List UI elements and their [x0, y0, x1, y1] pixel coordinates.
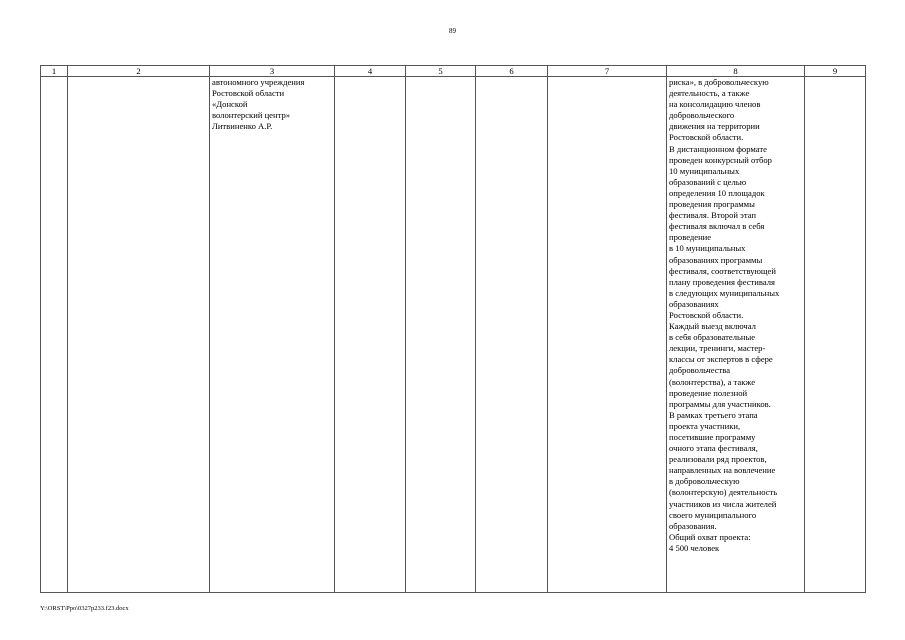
text-line: очного этапа фестиваля, [669, 443, 758, 454]
header-col-5: 5 [406, 66, 476, 77]
text-line: автономного учреждения [212, 77, 305, 87]
text-line: движения на территории [669, 121, 760, 132]
text-line: своего муниципального [669, 509, 757, 520]
footer-file-path: Y:\ORST\Ppo\0327p233.f23.docx [40, 605, 129, 612]
text-line: определения 10 площадок [669, 187, 765, 198]
text-line: Каждый выезд включал [669, 321, 756, 332]
text-line: 4 500 человек [669, 542, 720, 553]
header-col-7: 7 [548, 66, 667, 77]
text-line: риска», в добровольческую [669, 77, 769, 87]
text-line: проведения программы [669, 199, 755, 210]
text-line: в добровольческую [669, 476, 740, 487]
text-line: образованиях [669, 298, 719, 309]
text-line: в себя образовательные [669, 332, 756, 343]
table-row [41, 77, 866, 593]
header-col-2: 2 [68, 66, 210, 77]
text-line: проекта участники, [669, 420, 741, 431]
header-row [41, 66, 866, 77]
text-line: лекции, тренинги, мастер- [669, 343, 766, 354]
text-line: направленных на вовлечение [669, 465, 776, 476]
text-line: В рамках третьего этапа [669, 409, 758, 420]
cell-col-1 [41, 77, 68, 593]
text-line: (волонтерскую) деятельность [669, 487, 778, 498]
cell-col-5 [406, 77, 476, 593]
document-table [40, 65, 866, 593]
cell-col-3-text [212, 77, 332, 132]
text-line: проведение полезной [669, 387, 748, 398]
text-line: проведен конкурсный отбор [669, 154, 772, 165]
cell-col-8 [667, 77, 805, 593]
text-line: образованиях программы [669, 254, 763, 265]
cell-col-2 [68, 77, 210, 593]
cell-col-3 [210, 77, 335, 593]
header-col-1: 1 [41, 66, 68, 77]
text-line: классы от экспертов в сфере [669, 354, 773, 365]
text-line: образований с целью [669, 176, 747, 187]
text-line: 10 муниципальных [669, 165, 740, 176]
cell-col-7 [548, 77, 667, 593]
text-line: добровольчества [669, 365, 731, 376]
cell-col-8-text [669, 77, 802, 554]
text-line: на консолидацию членов [669, 99, 761, 110]
text-line: Общий охват проекта: [669, 531, 751, 542]
text-line: фестиваля. Второй этап [669, 210, 756, 221]
text-line: добровольческого [669, 110, 735, 121]
text-line: фестиваля включал в себя [669, 221, 765, 232]
text-line: фестиваля, соответствующей [669, 265, 776, 276]
page-number: 89 [449, 27, 456, 35]
text-line: проведение [669, 232, 712, 243]
text-line: Литвиненко А.Р. [212, 121, 273, 132]
text-line: в 10 муниципальных [669, 243, 746, 254]
text-line: в следующих муниципальных [669, 287, 780, 298]
text-line: посетившие программу [669, 432, 756, 442]
text-line: Ростовской области [212, 88, 285, 99]
cell-col-4 [335, 77, 406, 593]
cell-col-9 [805, 77, 866, 593]
header-col-4: 4 [335, 66, 406, 77]
text-line: Ростовской области. [669, 309, 744, 320]
header-col-8: 8 [667, 66, 805, 77]
text-line: деятельность, а также [669, 88, 750, 99]
header-col-6: 6 [476, 66, 548, 77]
text-line: волонтерский центр» [212, 110, 291, 121]
text-line: Ростовской области. [669, 132, 744, 143]
header-col-3: 3 [210, 66, 335, 77]
text-line: (волонтерства), а также [669, 376, 756, 387]
cell-col-6 [476, 77, 548, 593]
text-line: участников из числа жителей [669, 498, 777, 509]
header-col-9: 9 [805, 66, 866, 77]
text-line: В дистанционном формате [669, 143, 767, 154]
text-line: плану проведения фестиваля [669, 276, 775, 287]
text-line: «Донской [212, 99, 248, 110]
text-line: образования. [669, 520, 717, 531]
text-line: реализовали ряд проектов, [669, 454, 767, 465]
text-line: программы для участников. [669, 398, 771, 409]
